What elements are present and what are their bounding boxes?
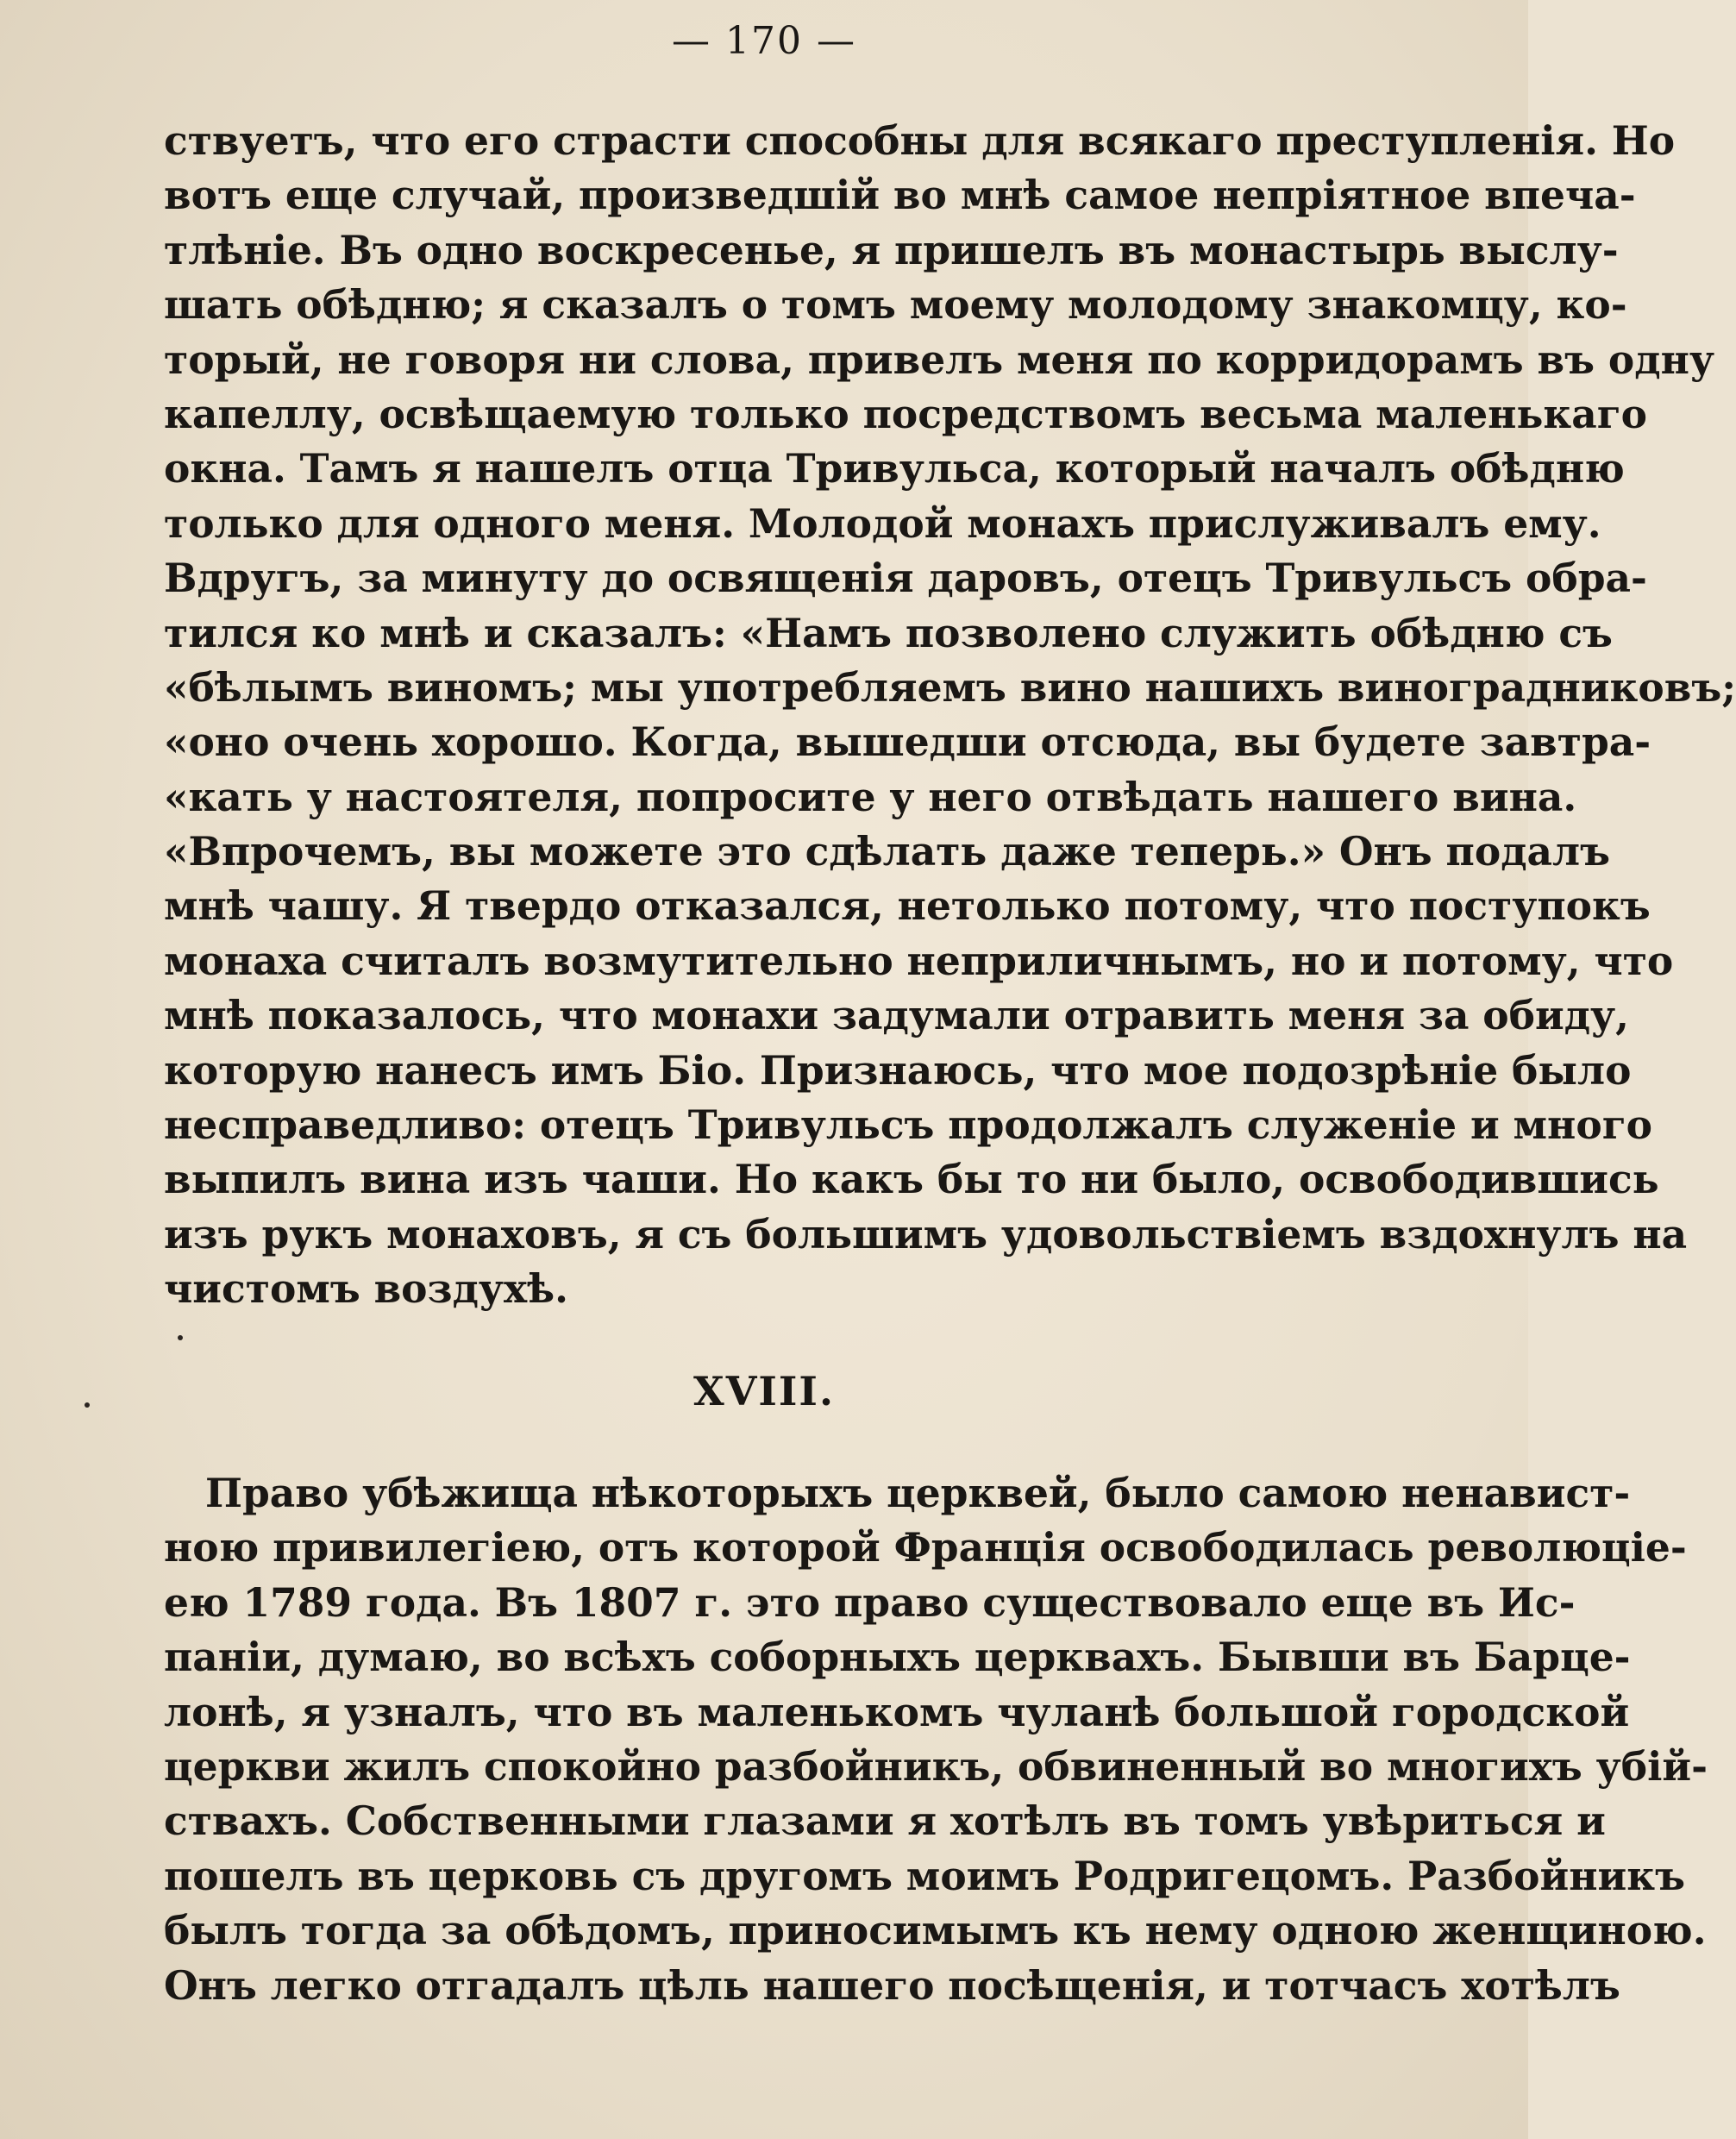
text-line: мнѣ чашу. Я твердо отказался, нетолько потому, что поступокъ — [164, 882, 1651, 930]
text-line: чистомъ воздухѣ. — [164, 1265, 568, 1313]
text-line: монаха считалъ возмутительно неприличнымъ, но и потому, что — [164, 937, 1674, 984]
section-heading: XVIII. — [693, 1368, 835, 1414]
text-line: паніи, думаю, во всѣхъ соборныхъ церквахъ. Бывши въ Барце- — [164, 1634, 1631, 1681]
text-line: только для одного меня. Молодой монахъ прислуживалъ ему. — [164, 499, 1601, 547]
text-line: изъ рукъ монаховъ, я съ большимъ удовольствіемъ вздохнулъ на — [164, 1210, 1688, 1258]
text-line: выпилъ вина изъ чаши. Но какъ бы то ни было, освободившись — [164, 1156, 1659, 1203]
text-line: Вдругъ, за минуту до освященія даровъ, отецъ Тривульсъ обра- — [164, 555, 1647, 602]
text-line: которую нанесъ имъ Біо. Признаюсь, что мое подозрѣніе было — [164, 1046, 1632, 1094]
text-line: ствуетъ, что его страсти способны для всякаго преступленія. Но — [164, 117, 1676, 164]
text-line: «кать у настоятеля, попросите у него отвѣдать нашего вина. — [164, 773, 1577, 820]
ink-speck — [178, 1335, 183, 1340]
text-line: ею 1789 года. Въ 1807 г. это право существовало еще въ Ис- — [164, 1578, 1576, 1626]
paragraph-continued — [164, 114, 1736, 1317]
text-line: лонѣ, я узналъ, что въ маленькомъ чуланѣ большой городской — [164, 1688, 1630, 1735]
text-line: шать обѣдню; я сказалъ о томъ моему молодому знакомцу, ко- — [164, 281, 1627, 329]
paragraph-section-18 — [164, 1466, 1708, 2013]
text-line: Право убѣжища нѣкоторыхъ церквей, было самою ненавист- — [205, 1470, 1631, 1516]
text-line: вотъ еще случай, произведшій во мнѣ самое непріятное впеча- — [164, 172, 1636, 219]
text-line: былъ тогда за обѣдомъ, приносимымъ къ нему одною женщиною. — [164, 1907, 1707, 1954]
text-line: Онъ легко отгадалъ цѣль нашего посѣщенія, и тотчасъ хотѣлъ — [164, 1961, 1620, 2009]
text-line: ною привилегіею, отъ которой Франція освободилась революціе- — [164, 1524, 1687, 1571]
text-line: «оно очень хорошо. Когда, вышедши отсюда, вы будете завтра- — [164, 718, 1651, 766]
text-line: «бѣлымъ виномъ; мы употребляемъ вино нашихъ виноградниковъ; — [164, 663, 1736, 711]
text-line: «Впрочемъ, вы можете это сдѣлать даже теперь.» Онъ подалъ — [164, 828, 1610, 875]
text-line: капеллу, освѣщаемую только посредствомъ весьма маленькаго — [164, 390, 1647, 437]
page-number: — 170 — — [672, 19, 856, 63]
text-line: несправедливо: отецъ Тривульсъ продолжалъ служеніе и много — [164, 1101, 1652, 1149]
text-line: окна. Тамъ я нашелъ отца Тривульса, который началъ обѣдню — [164, 445, 1625, 492]
text-line: торый, не говоря ни слова, привелъ меня по корридорамъ въ одну — [164, 336, 1715, 383]
text-line: церкви жилъ спокойно разбойникъ, обвиненный во многихъ убій- — [164, 1742, 1708, 1790]
text-line: тлѣніе. Въ одно воскресенье, я пришелъ въ монастырь выслу- — [164, 226, 1619, 273]
text-line: мнѣ показалось, что монахи задумали отравить меня за обиду, — [164, 992, 1630, 1039]
text-line: тился ко мнѣ и сказалъ: «Намъ позволено служить обѣдню съ — [164, 609, 1613, 656]
text-line: пошелъ въ церковь съ другомъ моимъ Родригецомъ. Разбойникъ — [164, 1852, 1686, 1899]
text-line: ствахъ. Собственными глазами я хотѣлъ въ томъ увѣриться и — [164, 1797, 1606, 1845]
